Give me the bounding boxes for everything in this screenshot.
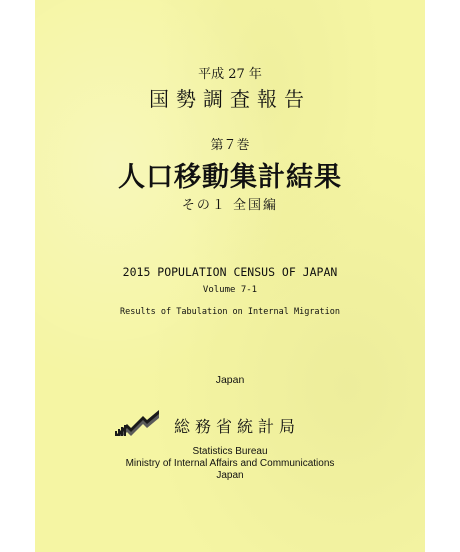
volume-number-jp: 第７巻 (210, 138, 250, 153)
country-label: Japan (215, 374, 245, 386)
part-label-jp: その１ 全国編 (181, 198, 279, 213)
statistics-bureau-logo-icon (115, 410, 159, 436)
book-cover (35, 0, 425, 552)
census-title-en: 2015 POPULATION CENSUS OF JAPAN (122, 265, 338, 279)
report-name: 国勢調査報告 (149, 87, 311, 111)
publisher-bureau-en: Statistics Bureau (192, 446, 268, 457)
results-title-en: Results of Tabulation on Internal Migration (119, 307, 341, 317)
publisher-ministry-en: Ministry of Internal Affairs and Communications (125, 458, 335, 469)
publisher-name-jp: 総務省統計局 (174, 417, 301, 436)
publisher-country-en: Japan (216, 470, 244, 481)
era-year: 平成 27 年 (198, 67, 262, 82)
volume-number-en: Volume 7-1 (202, 285, 258, 295)
book-title-jp: 人口移動集計結果 (118, 162, 342, 193)
